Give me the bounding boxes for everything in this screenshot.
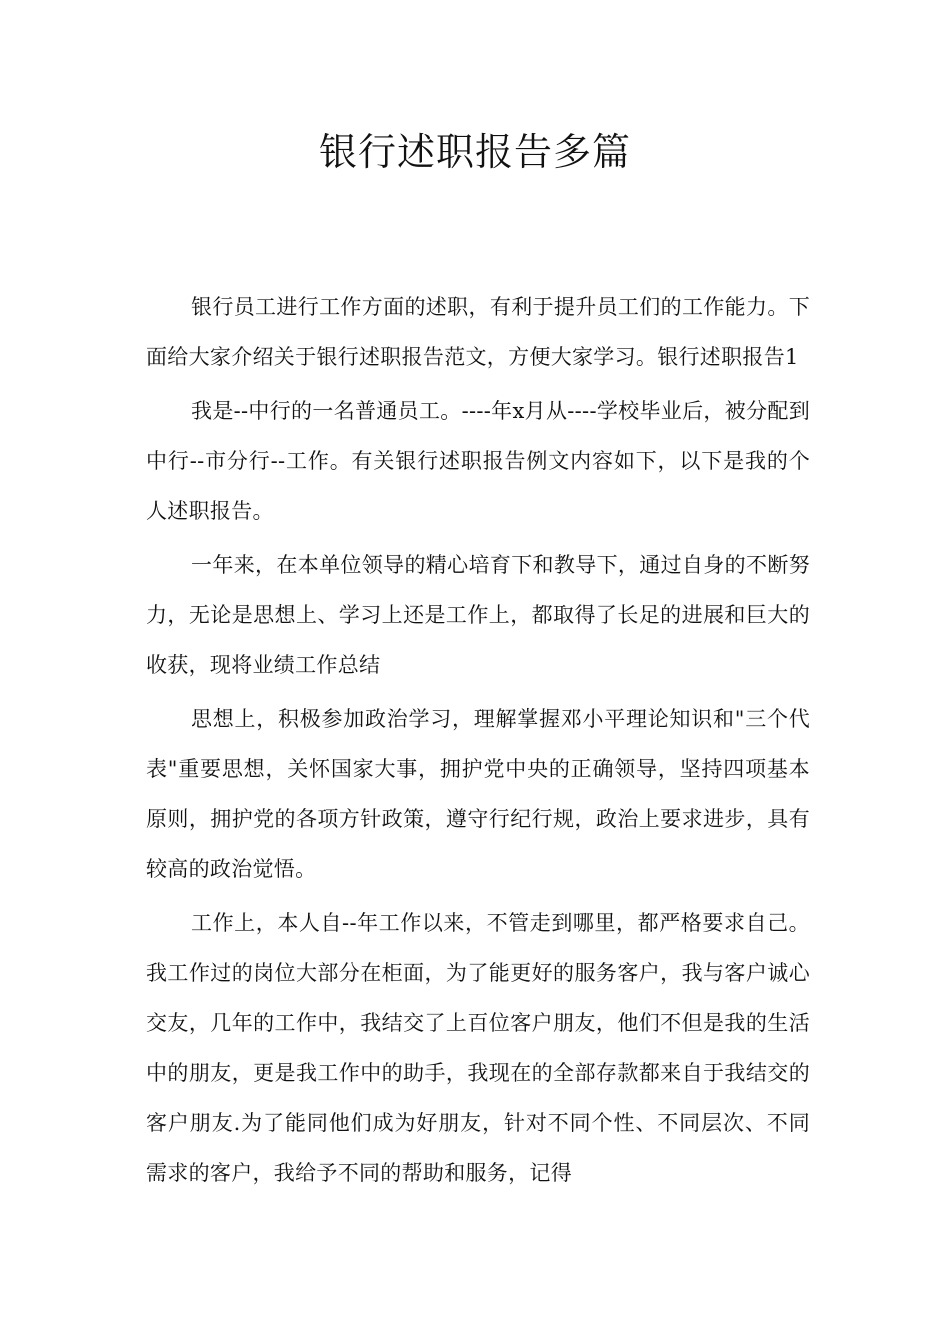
paragraph-work: 工作上，本人自--年工作以来，不管走到哪里，都严格要求自己。我工作过的岗位大部分在柜面，为了能更好的服务客户，我与客户诚心交友，几年的工作中，我结交了上百位客户朋友，他们不但是我的生活中的朋友，更是我工作中的助手，我现在的全部存款都来自于我结交的客户朋友.为了能同他们成为好朋友，针对不同个性、不同层次、不同需求的客户，我给予不同的帮助和服务，记得 [146,911,810,1185]
paragraph-intro: 银行员工进行工作方面的述职，有利于提升员工们的工作能力。下面给大家介绍关于银行述职报告范文，方便大家学习。银行述职报告1 [146,295,810,369]
paragraph-self-introduction: 我是--中行的一名普通员工。----年x月从----学校毕业后，被分配到中行--市分行--工作。有关银行述职报告例文内容如下，以下是我的个人述职报告。 [146,399,810,523]
paragraph-year-summary: 一年来，在本单位领导的精心培育下和教导下，通过自身的不断努力，无论是思想上、学习上还是工作上，都取得了长足的进展和巨大的收获，现将业绩工作总结 [146,553,810,677]
document-title: 银行述职报告多篇 [318,130,631,174]
paragraph-ideology: 思想上，积极参加政治学习，理解掌握邓小平理论知识和"三个代表"重要思想，关怀国家大事，拥护党中央的正确领导，坚持四项基本原则，拥护党的各项方针政策，遵守行纪行规，政治上要求进步，具有较高的政治觉悟。 [146,707,810,881]
document-body [146,282,810,1202]
